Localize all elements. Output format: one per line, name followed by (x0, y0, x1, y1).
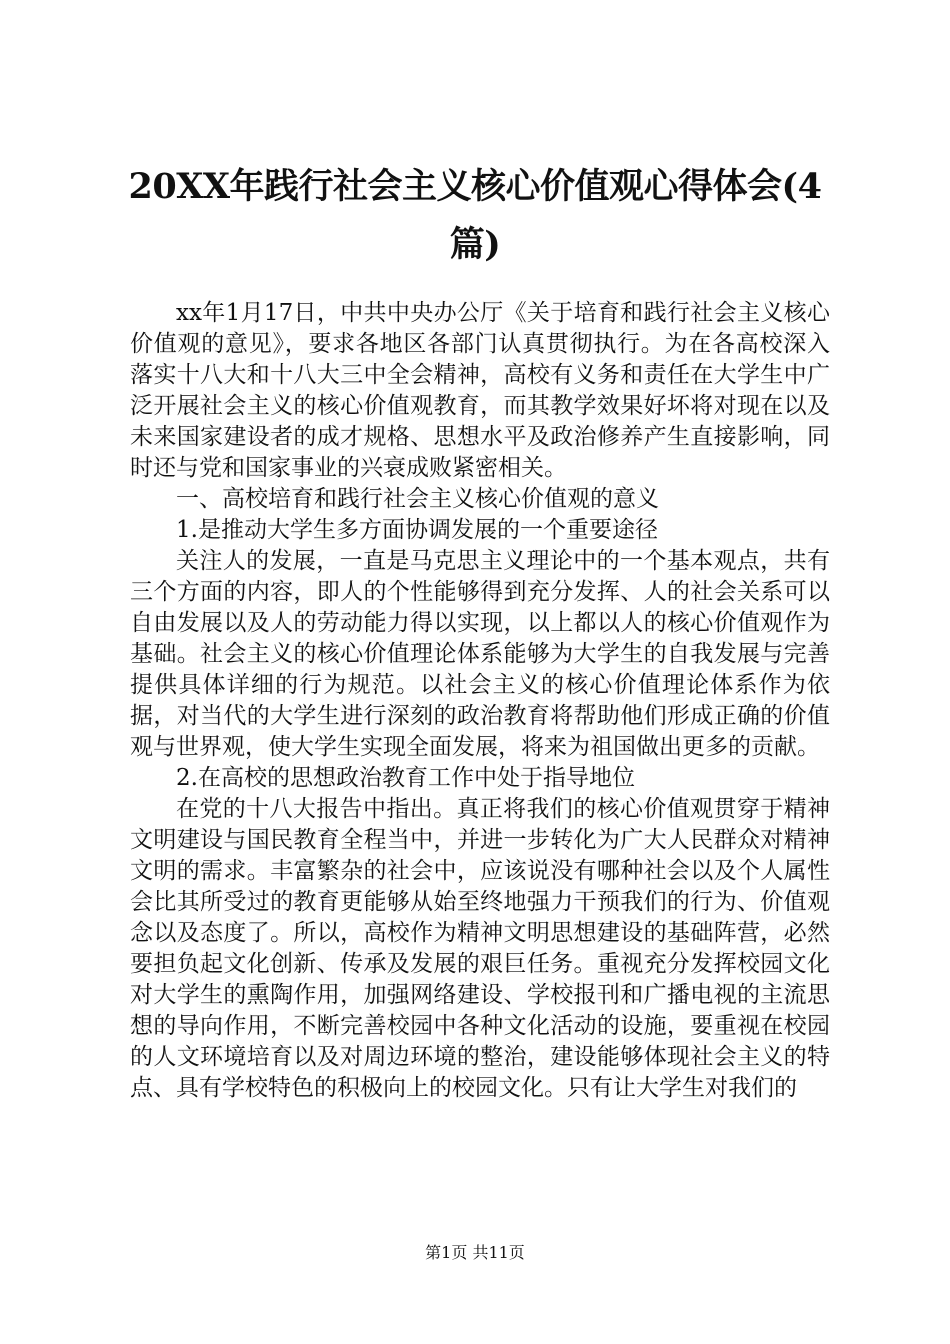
paragraph-guidance: 在党的十八大报告中指出。真正将我们的核心价值观贯穿于精神文明建设与国民教育全程当中，并进一步转化为广大人民群众对精神文明的需求。丰富繁杂的社会中，应该说没有哪种社会以及个人属性会比其所受过的教育更能够从始至终地强力干预我们的行为、价值观念以及态度了。所以，高校作为精神文明思想建设的基础阵营，必然要担负起文化创新、传承及发展的艰巨任务。重视充分发挥校园文化对大学生的熏陶作用，加强网络建设、学校报刊和广播电视的主流思想的导向作用，不断完善校园中各种文化活动的设施，要重视在校园的人文环境培育以及对周边环境的整治，建设能够体现社会主义的特点、具有学校特色的积极向上的校园文化。只有让大学生对我们的 (130, 796, 830, 1101)
paragraph-development: 关注人的发展，一直是马克思主义理论中的一个基本观点，共有三个方面的内容，即人的个性能够得到充分发挥、人的社会关系可以自由发展以及人的劳动能力得以实现，以上都以人的核心价值观作为基础。社会主义的核心价值理论体系能够为大学生的自我发展与完善提供具体详细的行为规范。以社会主义的核心价值理论体系作为依据，对当代的大学生进行深刻的政治教育将帮助他们形成正确的价值观与世界观，使大学生实现全面发展，将来为祖国做出更多的贡献。 (130, 548, 830, 760)
document-title: 20XX年践行社会主义核心价值观心得体会(4篇) (128, 166, 822, 265)
page-number-footer: 第1页 共11页 (425, 1243, 525, 1262)
section-heading-1: 一、高校培育和践行社会主义核心价值观的意义 (176, 486, 659, 512)
document-body (130, 298, 830, 1104)
subsection-heading-2: 2.在高校的思想政治教育工作中处于指导地位 (176, 765, 635, 791)
subsection-heading-1: 1.是推动大学生多方面协调发展的一个重要途径 (176, 517, 658, 543)
paragraph-intro: xx年1月17日，中共中央办公厅《关于培育和践行社会主义核心价值观的意见》，要求各地区各部门认真贯彻执行。为在各高校深入落实十八大和十八大三中全会精神，高校有义务和责任在大学生中广泛开展社会主义的核心价值观教育，而其教学效果好坏将对现在以及未来国家建设者的成才规格、思想水平及政治修养产生直接影响，同时还与党和国家事业的兴衰成败紧密相关。 (130, 300, 830, 481)
